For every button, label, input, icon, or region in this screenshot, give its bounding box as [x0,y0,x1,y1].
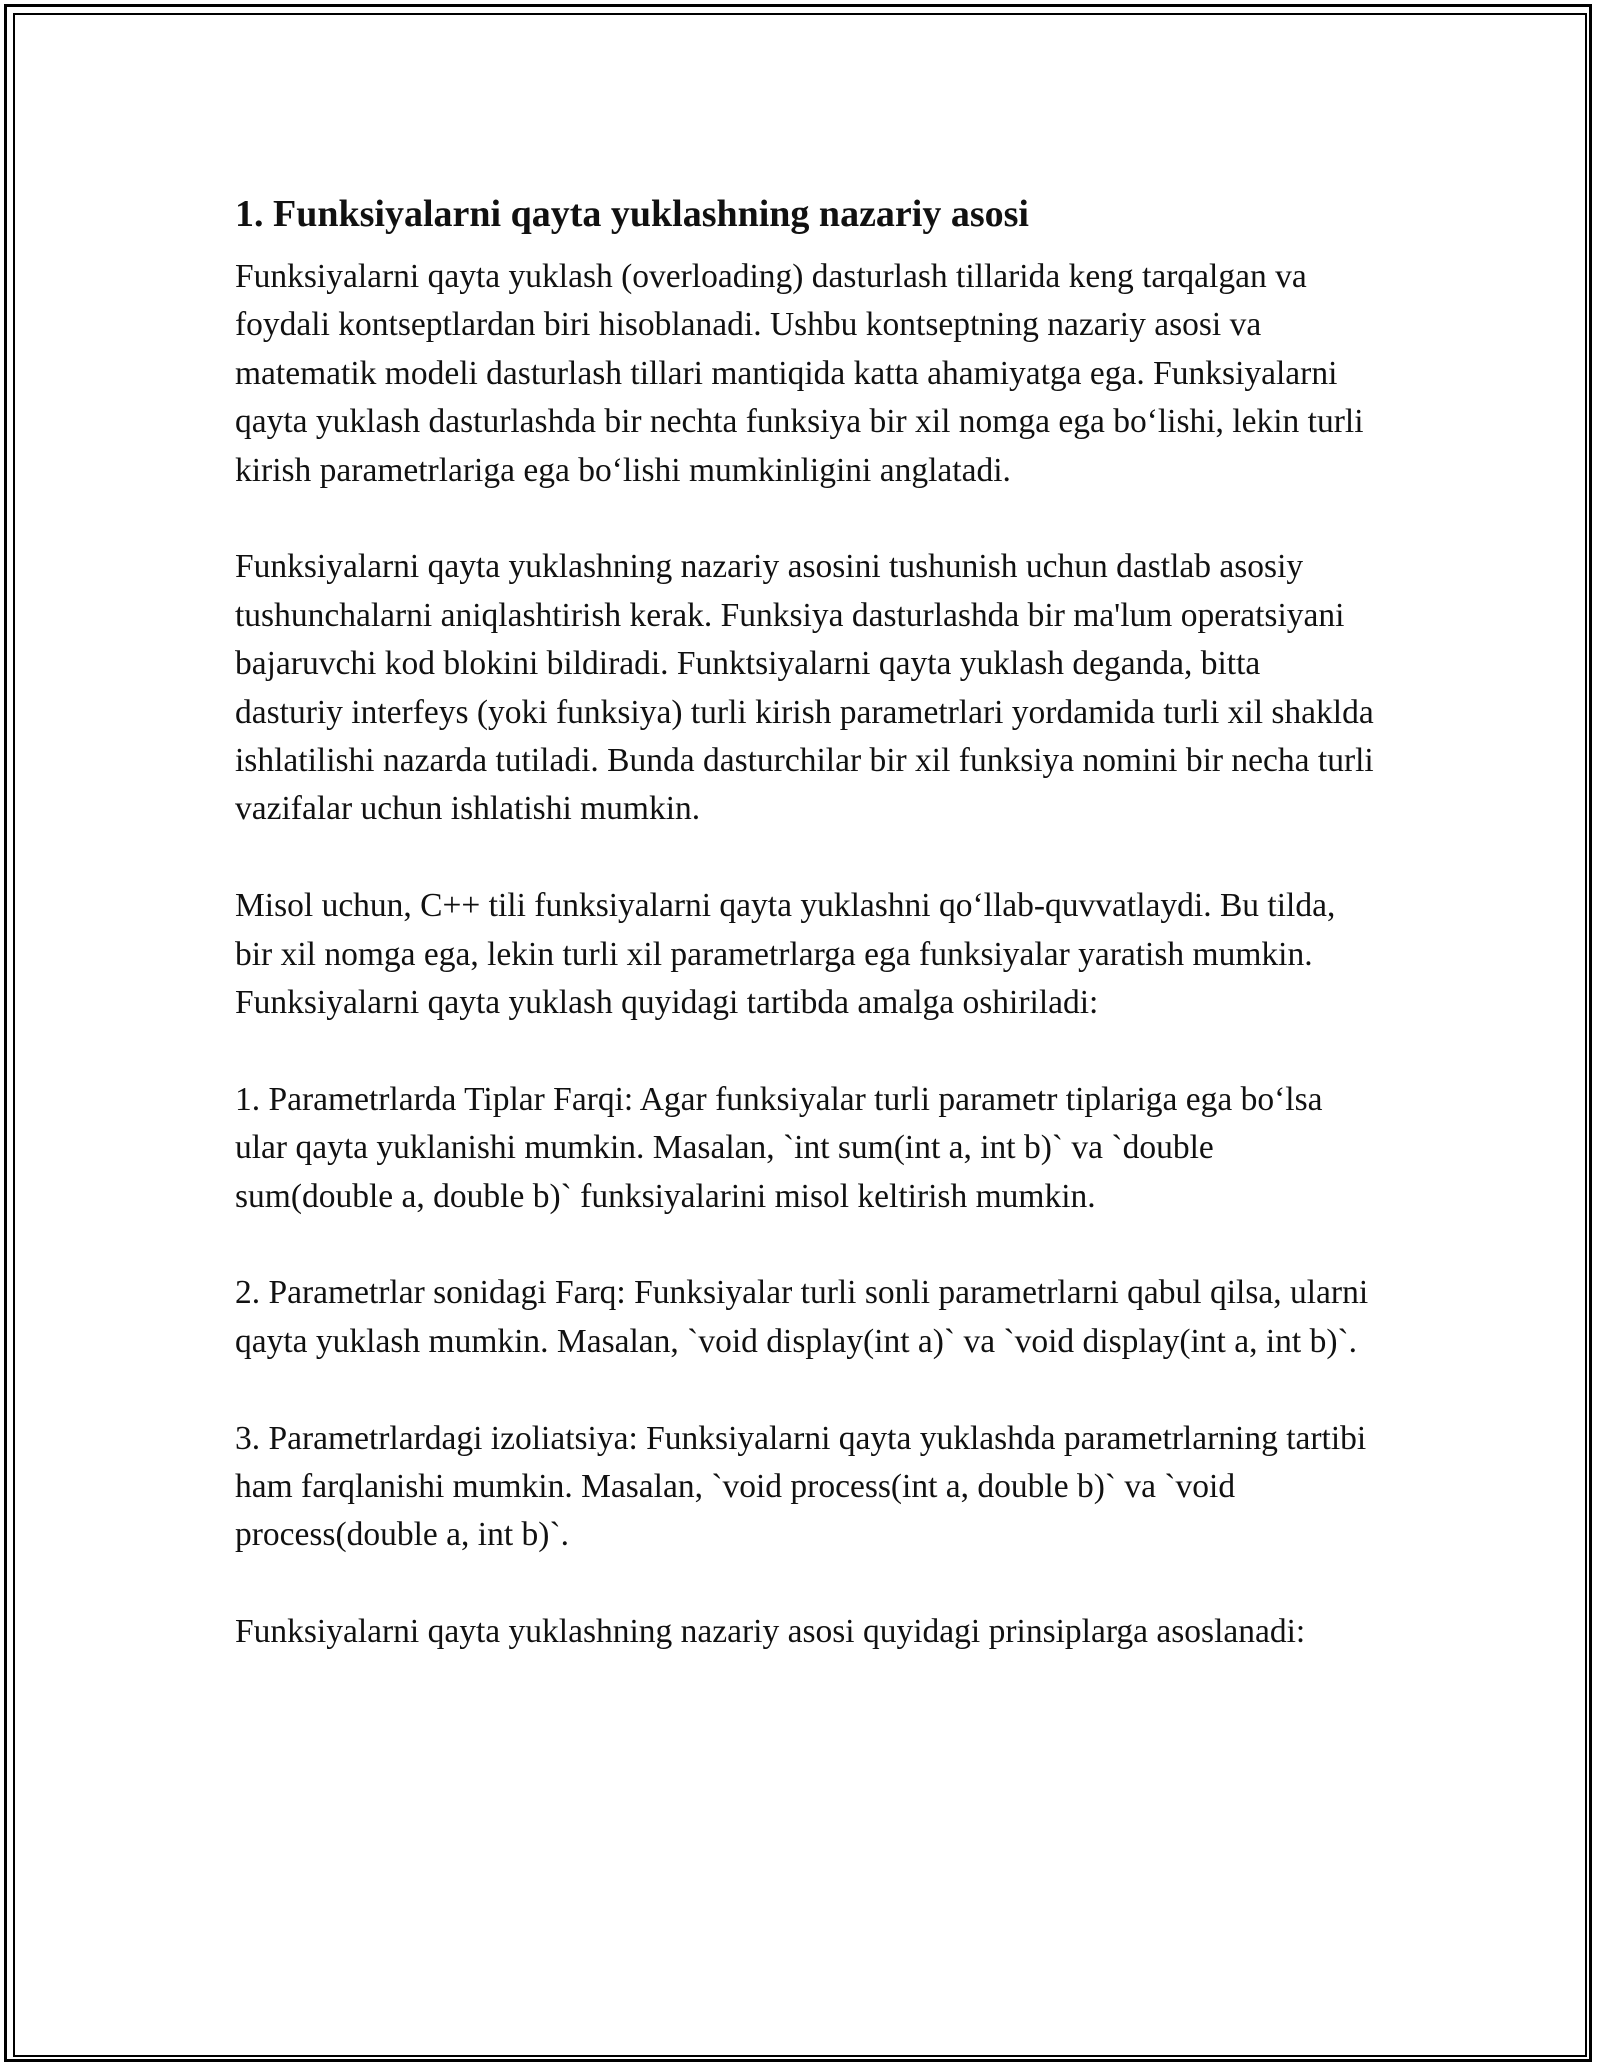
list-item-order-difference: 3. Parametrlardagi izoliatsiya: Funksiyalarni qayta yuklashda parametrlarning tartibi ham farqlanishi mumkin. Masalan, `void process(int a, double b)` va `void process(double a, int b)`. [235,1419,1367,1554]
paragraph-intro: Funksiyalarni qayta yuklash (overloading) dasturlash tillarida keng tarqalgan va foydali kontseptlardan biri hisoblanadi. Ushbu kontseptning nazariy asosi va matematik modeli dasturlash tillari mantiqida katta ahamiyatga ega. Funksiyalarni qayta yuklash dasturlashda bir nechta funksiya bir xil nomga ega bo‘lishi, lekin turli kirish parametrlariga ega bo‘lishi mumkinligini anglatadi. [235,258,1364,489]
document-body [235,185,1375,1705]
paragraph-principles: Funksiyalarni qayta yuklashning nazariy asosi quyidagi prinsiplarga asoslanadi: [235,1613,1306,1651]
section-heading: 1. Funksiyalarni qayta yuklashning nazariy asosi [235,193,1029,235]
paragraph-cpp-example: Misol uchun, C++ tili funksiyalarni qayta yuklashni qo‘llab-quvvatlaydi. Bu tilda, bir xil nomga ega, lekin turli xil parametrlarga ega funksiyalar yaratish mumkin. Funksiyalarni qayta yuklash quyidagi tartibda amalga oshiriladi: [235,887,1336,1022]
list-item-type-difference: 1. Parametrlarda Tiplar Farqi: Agar funksiyalar turli parametr tiplariga ega bo‘lsa ular qayta yuklanishi mumkin. Masalan, `int sum(int a, int b)` va `double sum(double a, double b)` funksiyalarini misol keltirish mumkin. [235,1080,1323,1215]
list-item-count-difference: 2. Parametrlar sonidagi Farq: Funksiyalar turli sonli parametrlarni qabul qilsa, ularni qayta yuklash mumkin. Masalan, `void display(int a)` va `void display(int a, int b)`. [235,1274,1369,1360]
paragraph-basics: Funksiyalarni qayta yuklashning nazariy asosini tushunish uchun dastlab asosiy tushunchalarni aniqlashtirish kerak. Funksiya dasturlashda bir ma'lum operatsiyani bajaruvchi kod blokini bildiradi. Funktsiyalarni qayta yuklash deganda, bitta dasturiy interfeys (yoki funksiya) turli kirish parametrlari yordamida turli xil shaklda ishlatilishi nazarda tutiladi. Bunda dasturchilar bir xil funksiya nomini bir necha turli vazifalar uchun ishlatishi mumkin. [235,548,1374,828]
